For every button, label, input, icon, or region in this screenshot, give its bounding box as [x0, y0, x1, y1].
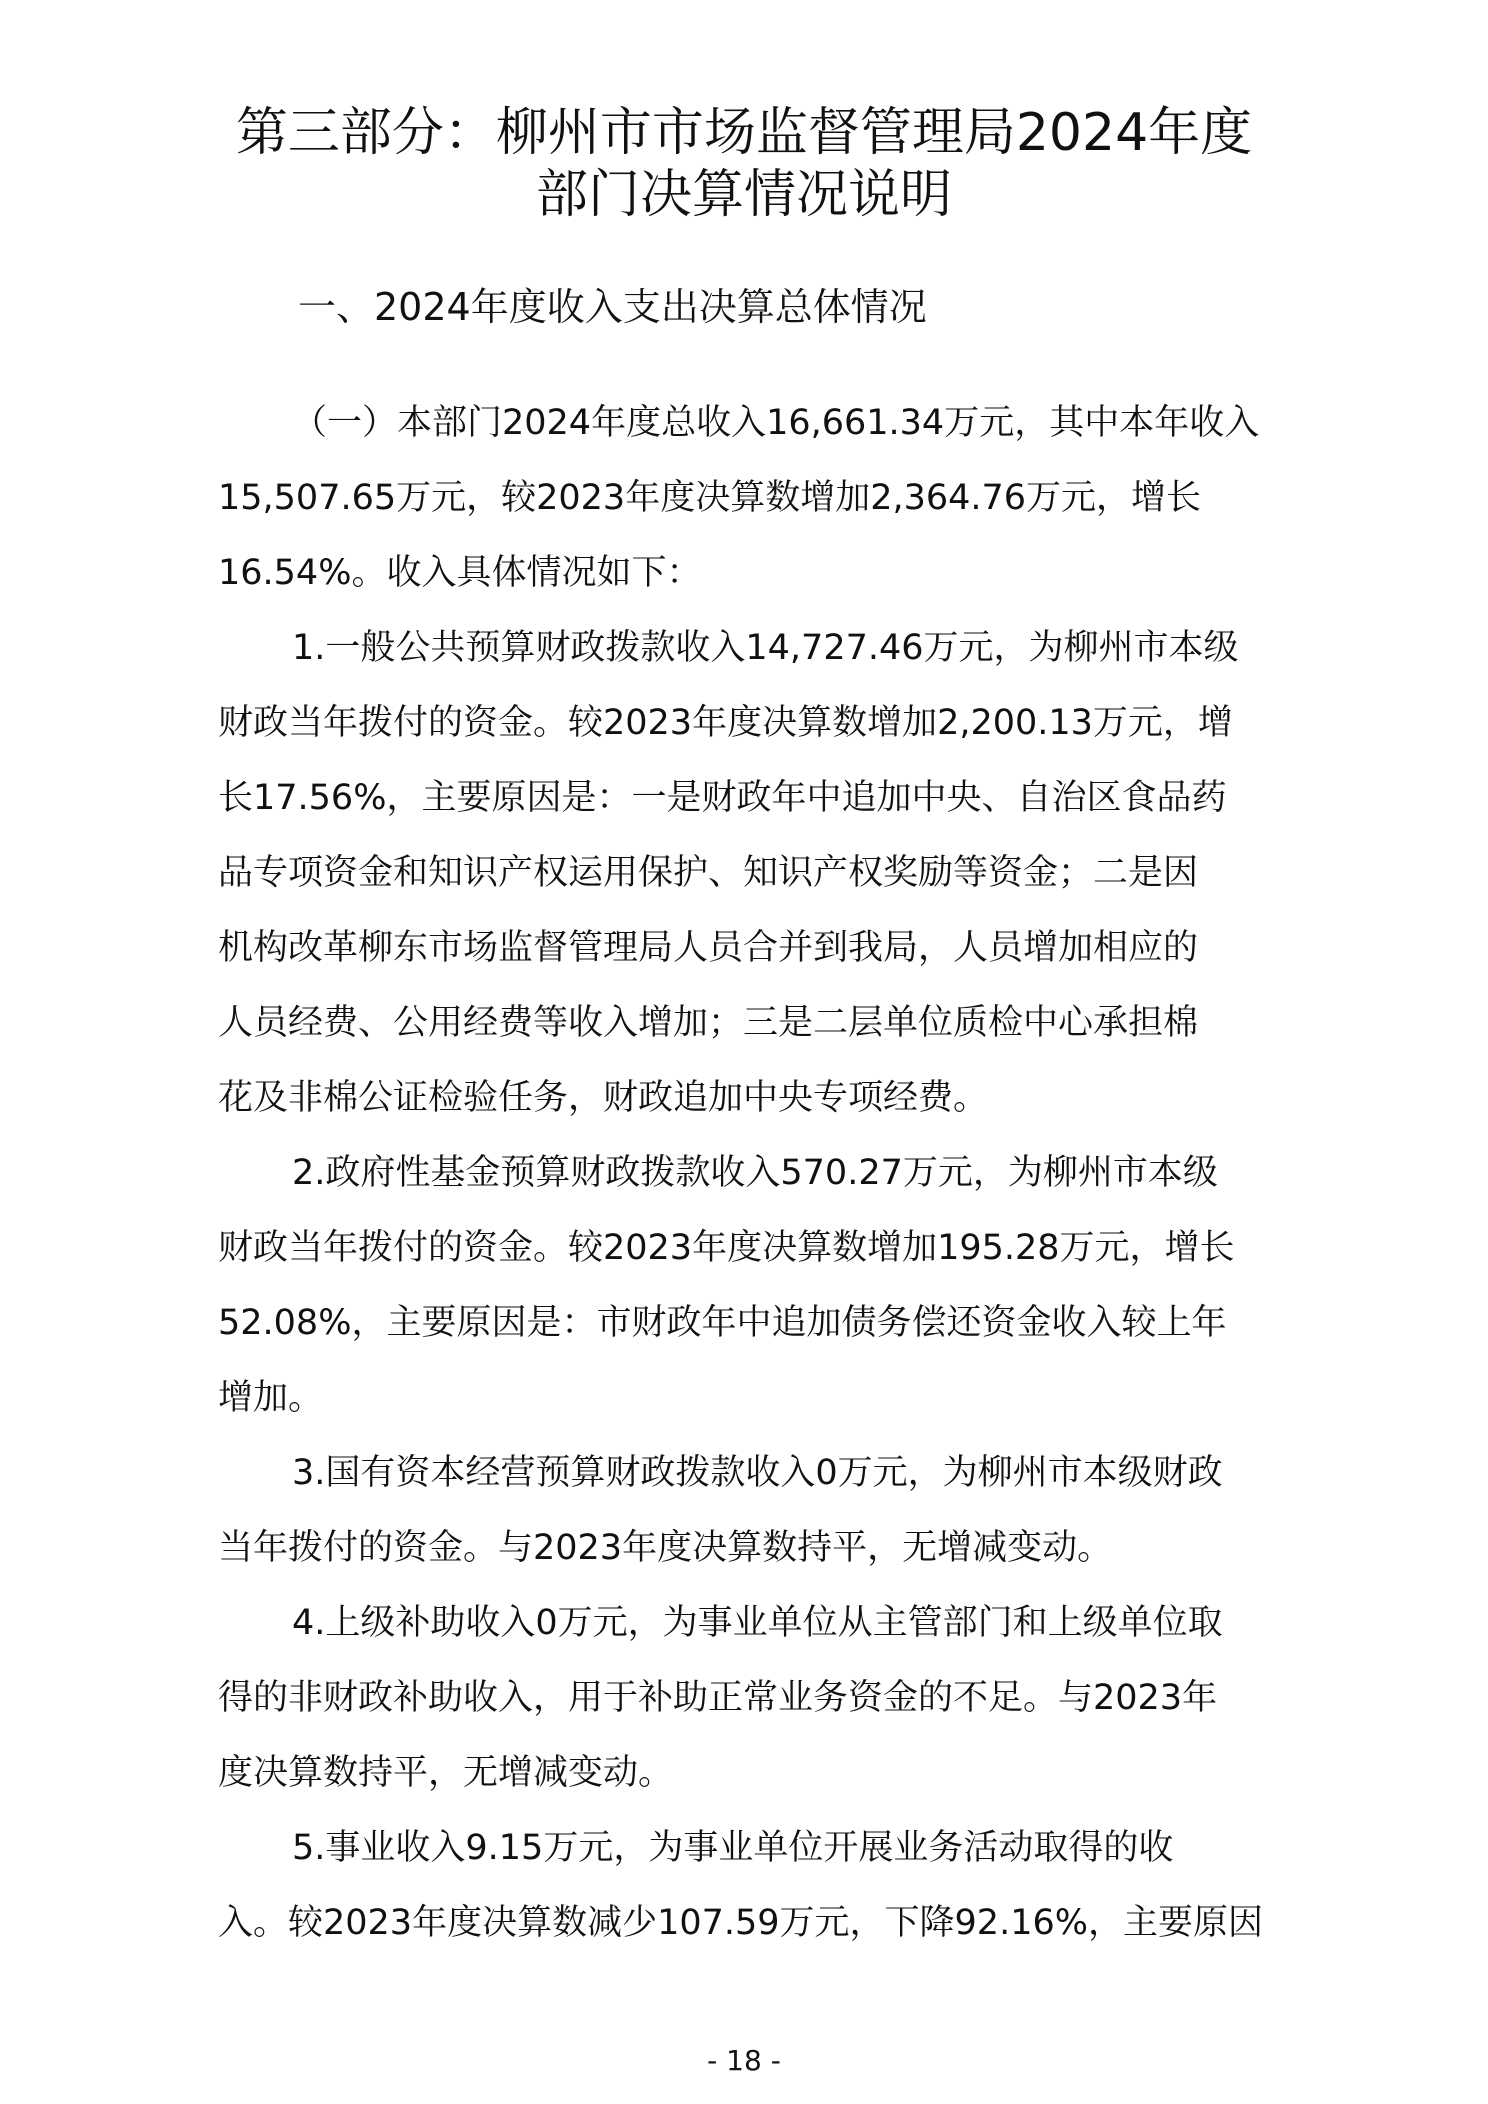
body-line: 1.一般公共预算财政拨款收入14,727.46万元，为柳州市本级 — [292, 628, 1239, 668]
body-line: 4.上级补助收入0万元，为事业单位从主管部门和上级单位取 — [292, 1603, 1223, 1643]
body-line: 入。较2023年度决算数减少107.59万元，下降92.16%，主要原因 — [218, 1903, 1263, 1943]
body-line: 当年拨付的资金。与2023年度决算数持平，无增减变动。 — [218, 1528, 1113, 1568]
body-text — [218, 386, 1286, 1961]
body-line: 得的非财政补助收入，用于补助正常业务资金的不足。与2023年 — [218, 1678, 1218, 1718]
title-line-1: 第三部分：柳州市市场监督管理局2024年度 — [235, 103, 1253, 163]
body-line: 3.国有资本经营预算财政拨款收入0万元，为柳州市本级财政 — [292, 1453, 1223, 1493]
body-line: 财政当年拨付的资金。较2023年度决算数增加195.28万元，增长 — [218, 1228, 1235, 1268]
body-line: 度决算数持平，无增减变动。 — [218, 1753, 674, 1793]
body-line: 财政当年拨付的资金。较2023年度决算数增加2,200.13万元，增 — [218, 703, 1233, 743]
document-title — [180, 102, 1308, 226]
body-line: 长17.56%，主要原因是：一是财政年中追加中央、自治区食品药 — [218, 778, 1227, 818]
body-line: 增加。 — [218, 1378, 324, 1418]
section-heading: 一、2024年度收入支出决算总体情况 — [298, 285, 927, 329]
body-line: 52.08%，主要原因是：市财政年中追加债务偿还资金收入较上年 — [218, 1303, 1227, 1343]
title-line-2: 部门决算情况说明 — [535, 165, 952, 225]
body-line: 机构改革柳东市场监督管理局人员合并到我局，人员增加相应的 — [218, 928, 1199, 968]
body-line: 2.政府性基金预算财政拨款收入570.27万元，为柳州市本级 — [292, 1153, 1218, 1193]
body-line: 5.事业收入9.15万元，为事业单位开展业务活动取得的收 — [292, 1828, 1174, 1868]
body-line: 16.54%。收入具体情况如下： — [218, 553, 702, 593]
body-line: 人员经费、公用经费等收入增加；三是二层单位质检中心承担棉 — [218, 1003, 1199, 1043]
body-line: 花及非棉公证检验任务，财政追加中央专项经费。 — [218, 1078, 989, 1118]
body-line: 15,507.65万元，较2023年度决算数增加2,364.76万元，增长 — [218, 478, 1202, 518]
page-number: - 18 - — [707, 2044, 781, 2077]
body-line: 品专项资金和知识产权运用保护、知识产权奖励等资金；二是因 — [218, 853, 1199, 893]
body-line: （一）本部门2024年度总收入16,661.34万元，其中本年收入 — [292, 403, 1260, 443]
